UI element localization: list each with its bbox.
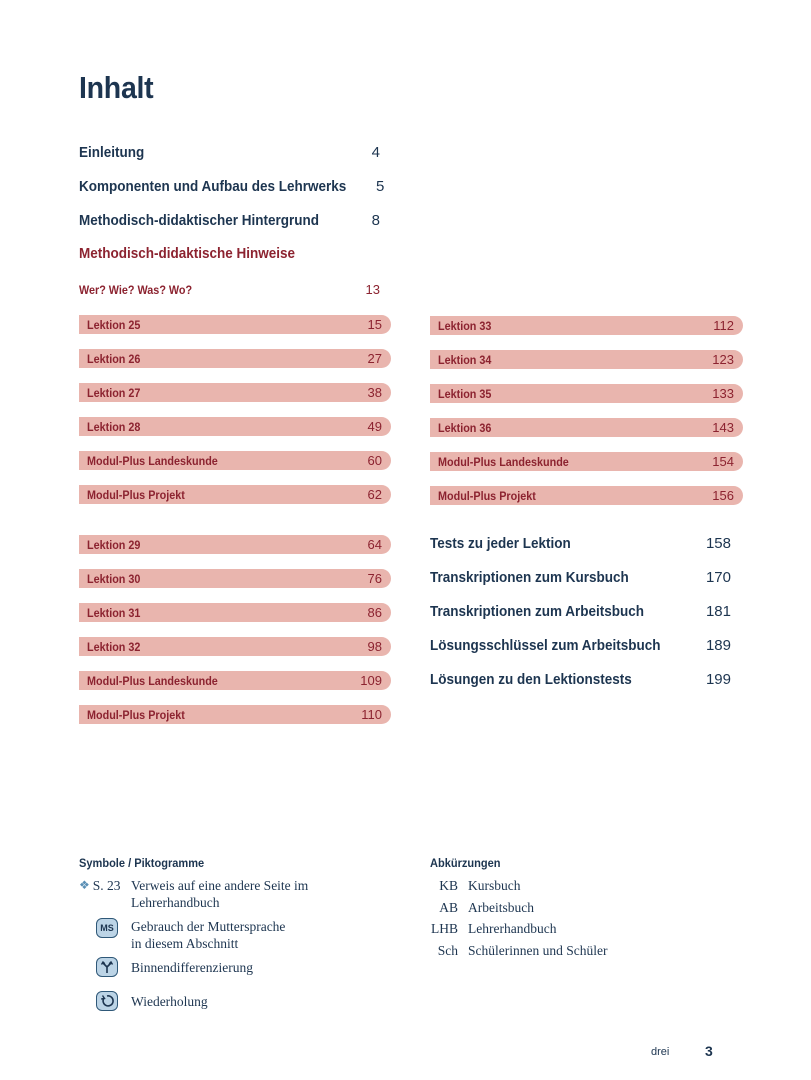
lesson-label: Lektion 30 [87,571,141,586]
legend-item-repetition [79,991,208,1011]
appendix-page: 181 [705,603,731,620]
abbreviation-value: Schülerinnen und Schüler [468,943,608,958]
lesson-label: Modul-Plus Landeskunde [438,454,569,469]
toc-entry-page: 4 [371,144,380,161]
appendix-page: 158 [705,535,731,552]
abbreviation-row [430,920,556,937]
diamond-icon: ❖ [79,878,90,892]
lesson-label: Lektion 29 [87,537,141,552]
lesson-label: Modul-Plus Landeskunde [87,453,218,468]
lesson-label: Lektion 25 [87,317,141,332]
lesson-entry[interactable] [79,383,391,402]
lesson-page: 123 [712,352,734,367]
appendix-entry[interactable] [430,637,731,671]
lesson-label: Lektion 32 [87,639,141,654]
legend-item-page-ref [79,877,308,911]
lesson-entry[interactable] [79,671,391,690]
lesson-entry[interactable] [79,569,391,588]
toc-entry[interactable] [79,178,385,195]
toc-entry[interactable] [79,282,380,297]
abbreviation-value: Kursbuch [468,878,521,893]
lesson-entry[interactable] [430,316,743,335]
appendix-label: Transkriptionen zum Arbeitsbuch [430,603,645,620]
lesson-label: Modul-Plus Projekt [438,488,536,503]
repeat-arrow-icon [96,991,118,1011]
lesson-entry[interactable] [79,603,391,622]
lesson-page: 133 [712,386,734,401]
lesson-page: 86 [367,605,382,620]
abbreviation-key: AB [439,900,458,915]
lesson-entry[interactable] [430,486,743,505]
lesson-list-right [430,316,743,520]
lesson-entry[interactable] [79,705,391,724]
lesson-page: 76 [367,571,382,586]
appendix-label: Lösungsschlüssel zum Arbeitsbuch [430,637,661,654]
toc-entry[interactable] [79,144,380,161]
legend-text: Lehrerhandbuch [131,895,220,910]
lesson-page: 110 [361,707,382,722]
lesson-label: Lektion 26 [87,351,141,366]
lesson-label: Lektion 31 [87,605,141,620]
legend-text: in diesem Abschnitt [131,936,239,951]
toc-entry-label: Einleitung [79,144,145,161]
toc-entry-label: Wer? Wie? Was? Wo? [79,283,193,297]
lesson-entry[interactable] [79,349,391,368]
page-title: Inhalt [79,70,154,105]
lesson-page: 154 [712,454,734,469]
abbreviation-key: LHB [431,921,458,936]
page-ref-marker: S. 23 [92,878,121,893]
footer-page-word: drei [651,1046,670,1058]
lesson-entry[interactable] [79,451,391,470]
legend-item-differentiation [79,957,253,977]
toc-entry-label: Methodisch-didaktischer Hintergrund [79,212,320,229]
toc-entry[interactable] [79,212,380,229]
lesson-entry[interactable] [79,485,391,504]
abbreviation-key: Sch [437,943,458,958]
appendix-label: Transkriptionen zum Kursbuch [430,569,629,586]
appendix-entry[interactable] [430,671,731,705]
toc-entry-page: 13 [365,282,380,297]
lesson-label: Lektion 34 [438,352,492,367]
lesson-page: 62 [367,487,382,502]
legend-text: Verweis auf eine andere Seite im [131,878,309,893]
abbreviation-row [430,877,521,894]
lesson-entry[interactable] [430,350,743,369]
split-arrows-icon [96,957,118,977]
appendix-page: 199 [705,671,731,688]
lesson-entry[interactable] [430,384,743,403]
lesson-page: 112 [713,318,734,333]
lesson-label: Lektion 36 [438,420,492,435]
lesson-page: 109 [360,673,382,688]
lesson-page: 27 [367,351,382,366]
lesson-label: Lektion 35 [438,386,492,401]
lesson-entry[interactable] [79,417,391,436]
abbreviations-heading: Abkürzungen [430,856,501,870]
lesson-label: Lektion 28 [87,419,141,434]
lesson-entry[interactable] [430,418,743,437]
lesson-label: Lektion 27 [87,385,141,400]
lesson-page: 98 [367,639,382,654]
ms-icon: MS [96,918,118,938]
appendix-list [430,535,731,705]
lesson-label: Modul-Plus Landeskunde [87,673,218,688]
abbreviation-row [430,942,607,959]
lesson-entry[interactable] [79,637,391,656]
symbols-heading: Symbole / Piktogramme [79,856,205,870]
lesson-entry[interactable] [79,535,391,554]
toc-entry-page: 5 [375,178,385,195]
toc-entry-page: 8 [371,212,380,229]
appendix-entry[interactable] [430,603,731,637]
appendix-page: 189 [705,637,731,654]
lesson-page: 38 [367,385,382,400]
abbreviation-value: Lehrerhandbuch [468,921,557,936]
abbreviation-row [430,899,534,916]
lesson-list-left-top [79,315,391,519]
legend-text: Binnendifferenzierung [131,960,253,975]
abbreviation-value: Arbeitsbuch [468,900,534,915]
appendix-label: Lösungen zu den Lektionstests [430,671,632,688]
lesson-page: 64 [367,537,382,552]
lesson-page: 60 [367,453,382,468]
appendix-entry[interactable] [430,569,731,603]
lesson-label: Lektion 33 [438,318,492,333]
section-heading: Methodisch-didaktische Hinweise [79,245,296,262]
lesson-page: 15 [367,317,382,332]
lesson-entry[interactable] [79,315,391,334]
lesson-page: 156 [712,488,734,503]
footer-page-number: 3 [705,1043,713,1059]
lesson-entry[interactable] [430,452,743,471]
toc-entry-label: Komponenten und Aufbau des Lehrwerks [79,178,347,195]
appendix-entry[interactable] [430,535,731,569]
appendix-label: Tests zu jeder Lektion [430,535,571,552]
lesson-page: 49 [367,419,382,434]
legend-text: Gebrauch der Muttersprache [131,919,286,934]
lesson-label: Modul-Plus Projekt [87,707,185,722]
legend-text: Wiederholung [131,994,208,1009]
appendix-page: 170 [705,569,731,586]
lesson-page: 143 [712,420,734,435]
abbreviation-key: KB [439,878,458,893]
lesson-label: Modul-Plus Projekt [87,487,185,502]
legend-item-mother-tongue [79,918,285,952]
lesson-list-left-bottom [79,535,391,739]
